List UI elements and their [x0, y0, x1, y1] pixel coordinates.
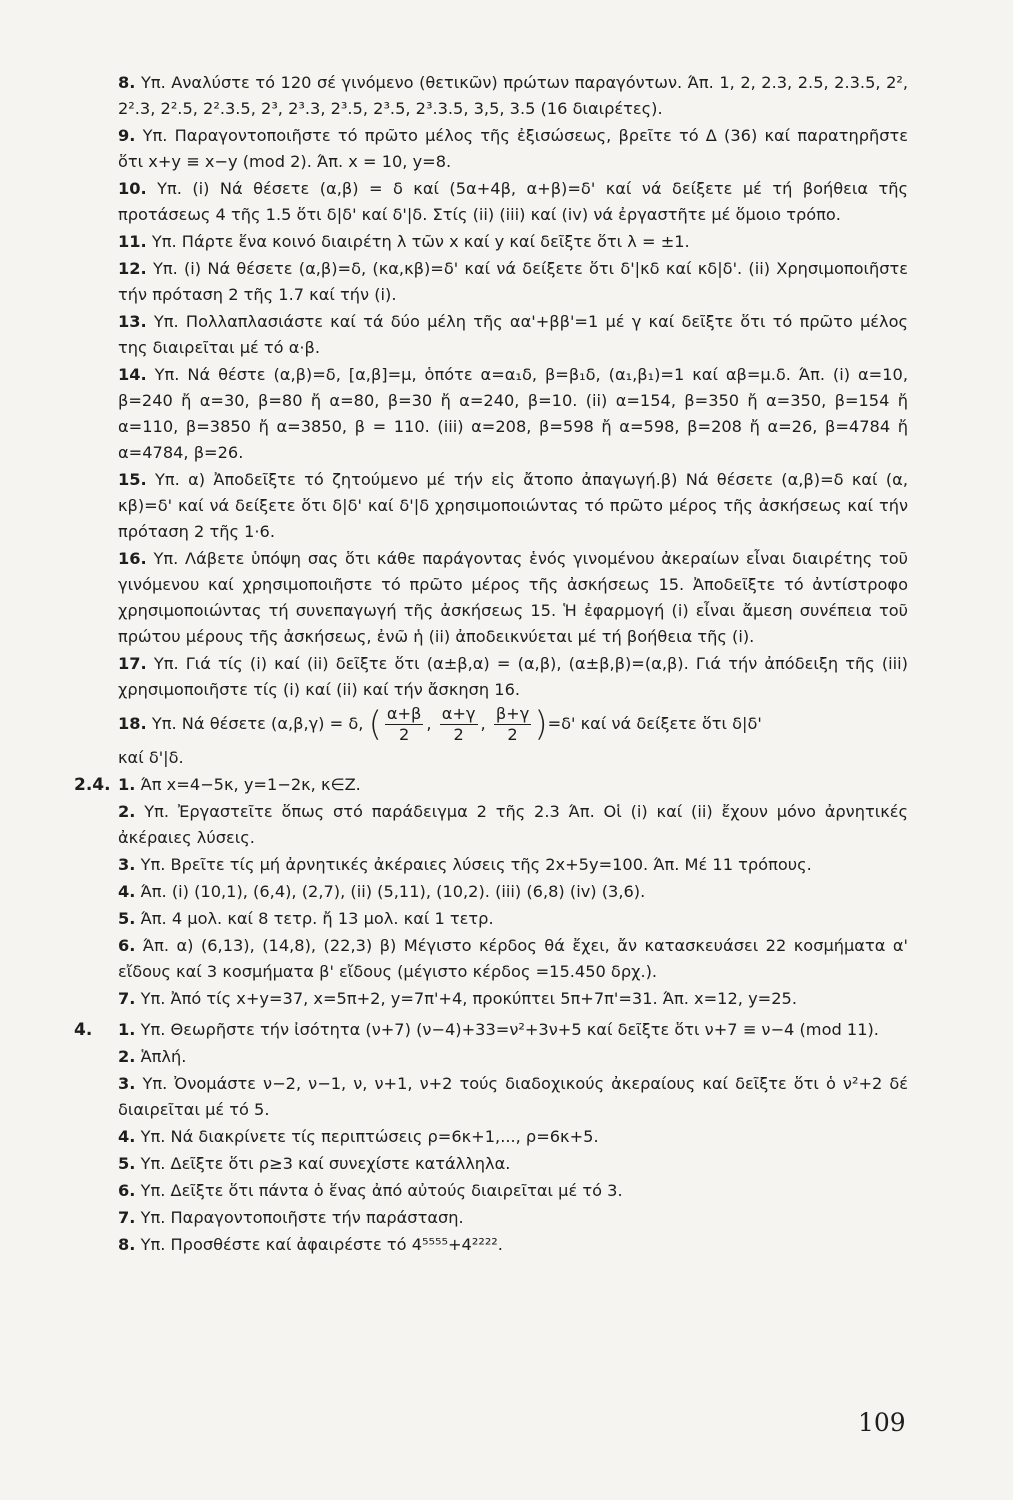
list-item: 2. Ἁπλή. — [118, 1047, 187, 1066]
section-label: 4. — [74, 1020, 93, 1040]
fraction: $\frac{\beta+\gamma}{2}$ — [495, 704, 530, 744]
list-item: 4. Υπ. Νά διακρίνετε τίς περιπτώσεις ρ=6κ+1,..., ρ=6κ+5. — [118, 1127, 599, 1146]
list-item: 15. Υπ. α) Ἀποδεῖξτε τό ζητούμενο μέ τήν εἰς ἄτοπο ἀπαγωγή.β) Νά θέσετε (α,β)=δ καί (α, κβ)=δ' καί νά δείξετε ὅτι δ|δ' καί δ'|δ χρησιμοποιώντας τό πρῶτο μέρος τῆς ἀσκήσεως καί τήν πρόταση 2 τῆς 1·6. — [118, 470, 908, 541]
list-item: 1. Υπ. Θεωρῆστε τήν ἰσότητα (ν+7) (ν−4)+33=ν²+3ν+5 καί δεῖξτε ὅτι ν+7 ≡ ν−4 (mod 11). — [118, 1020, 879, 1039]
close-paren: ) — [534, 704, 548, 745]
fraction: $\frac{\alpha+\gamma}{2}$ — [441, 704, 476, 744]
list-item: 4. Άπ. (i) (10,1), (6,4), (2,7), (ii) (5,11), (10,2). (iii) (6,8) (iv) (3,6). — [118, 882, 646, 901]
open-paren: ( — [368, 704, 382, 745]
list-item: 6. Άπ. α) (6,13), (14,8), (22,3) β) Μέγιστο κέρδος θά ἔχει, ἄν κατασκευάσει 22 κοσμήματα α' εἴδους καί 3 κοσμήματα β' εἴδους (μέγιστο κέρδος =15.450 δρχ.). — [118, 936, 908, 981]
list-item: 7. Υπ. Ἀπό τίς x+y=37, x=5π+2, y=7π'+4, προκύπτει 5π+7π'=31. Άπ. x=12, y=25. — [118, 989, 797, 1008]
list-item: 7. Υπ. Παραγοντοποιῆστε τήν παράσταση. — [118, 1208, 464, 1227]
list-item: 8. Υπ. Προσθέστε καί ἀφαιρέστε τό 4⁵⁵⁵⁵+4²²²². — [118, 1235, 503, 1254]
list-item: 6. Υπ. Δεῖξτε ὅτι πάντα ὁ ἕνας ἀπό αὐτούς διαιρεῖται μέ τό 3. — [118, 1181, 623, 1200]
list-item: 10. Υπ. (i) Νά θέσετε (α,β) = δ καί (5α+4β, α+β)=δ' καί νά δείξετε μέ τή βοήθεια τῆς προτάσεως 4 τῆς 1.5 ὅτι δ|δ' καί δ'|δ. Στίς (ii) (iii) καί (iv) νά ἐργαστῆτε μέ ὅμοιο τρόπο. — [118, 179, 909, 224]
answers-text — [74, 70, 909, 1259]
list-item: 17. Υπ. Γιά τίς (i) καί (ii) δεῖξτε ὅτι (α±β,α) = (α,β), (α±β,β)=(α,β). Γιά τήν ἀπόδειξη τῆς (iii) χρησιμοποιῆστε τίς (i) καί (ii) καί τήν ἄσκηση 16. — [118, 654, 908, 699]
section-label: 2.4. — [74, 775, 111, 795]
page-number: 109 — [858, 1408, 906, 1437]
list-item: 9. Υπ. Παραγοντοποιῆστε τό πρῶτο μέλος τῆς ἐξισώσεως, βρεῖτε τό Δ (36) καί παρατηρῆστε ὅτι x+y ≡ x−y (mod 2). Άπ. x = 10, y=8. — [118, 126, 908, 171]
section-4 — [74, 1017, 909, 1258]
list-item: 3. Υπ. Βρεῖτε τίς μή ἀρνητικές ἀκέραιες λύσεις τῆς 2x+5y=100. Άπ. Μέ 11 τρόπους. — [118, 855, 812, 874]
list-item: 11. Υπ. Πάρτε ἕνα κοινό διαιρέτη λ τῶν x καί y καί δεῖξτε ὅτι λ = ±1. — [118, 232, 690, 251]
fraction: $\frac{\alpha+\beta}{2}$ — [386, 704, 422, 744]
list-item: 16. Υπ. Λάβετε ὑπόψη σας ὅτι κάθε παράγοντας ἑνός γινομένου ἀκεραίων εἶναι διαιρέτης τοῦ γινόμενου καί χρησιμοποιῆστε τό πρῶτο μέρος τῆς ἀσκήσεως 15. Ἀποδεῖξτε τό ἀντίστροφο χρησιμοποιώντας τή συνεπαγωγή τῆς ἀσκήσεως 15. Ἡ ἐφαρμογή (i) εἶναι ἄμεση συνέπεια τοῦ πρώτου μέρους τῆς ἀσκήσεως, ἐνῶ ἡ (ii) ἀποδεικνύεται μέ τή βοήθεια τῆς (i). — [118, 549, 909, 646]
list-item: 2. Υπ. Ἐργαστεῖτε ὅπως στό παράδειγμα 2 τῆς 2.3 Άπ. Οἱ (i) καί (ii) ἔχουν μόνο ἀρνητικές ἀκέραιες λύσεις. — [118, 802, 908, 847]
list-item: 1. Άπ x=4−5κ, y=1−2κ, κ∈Z. — [118, 775, 361, 794]
list-item: 13. Υπ. Πολλαπλασιάστε καί τά δύο μέλη τῆς αα'+ββ'=1 μέ γ καί δεῖξτε ὅτι τό πρῶτο μέλος της διαιρεῖται μέ τό α·β. — [118, 312, 908, 357]
list-item: 5. Υπ. Δεῖξτε ὅτι ρ≥3 καί συνεχίστε κατάλληλα. — [118, 1154, 511, 1173]
list-item: 8. Υπ. Αναλύστε τό 120 σέ γινόμενο (θετικῶν) πρώτων παραγόντων. Άπ. 1, 2, 2.3, 2.5, 2.3.5, 2², 2².3, 2².5, 2².3.5, 2³, 2³.3, 2³.5, 2³.5, 2³.3.5, 3,5, 3.5 (16 διαιρέτες). — [118, 73, 908, 118]
list-item: 5. Άπ. 4 μολ. καί 8 τετρ. ἤ 13 μολ. καί 1 τετρ. — [118, 909, 494, 928]
list-item-18: 18. Υπ. Νά θέσετε (α,β,γ) = δ, ( $\frac{\alpha+\beta}{2}$ , $\frac{\alpha+\gamma}{2}$ , $\frac{\beta+\gamma}{2}$ )=δ' καί νά δείξετε ὅτι δ|δ' καί δ'|δ. — [118, 704, 762, 767]
list-item: 12. Υπ. (i) Νά θέσετε (α,β)=δ, (κα,κβ)=δ' καί νά δείξετε ὅτι δ'|κδ καί κδ|δ'. (ii) Χρησιμοποιῆστε τήν πρόταση 2 τῆς 1.7 καί τήν (i). — [118, 259, 908, 304]
section-2-4 — [74, 772, 908, 1012]
list-item: 14. Υπ. Νά θέστε (α,β)=δ, [α,β]=μ, ὁπότε α=α₁δ, β=β₁δ, (α₁,β₁)=1 καί αβ=μ.δ. Άπ. (i) α=10, β=240 ἤ α=30, β=80 ἤ α=80, β=30 ἤ α=240, β=10. (ii) α=154, β=350 ἤ α=350, β=154 ἤ α=110, β=3850 ἤ α=3850, β = 110. (iii) α=208, β=598 ἤ α=598, β=208 ἤ α=26, β=4784 ἤ α=4784, β=26. — [118, 365, 908, 462]
list-item: 3. Υπ. Ὀνομάστε ν−2, ν−1, ν, ν+1, ν+2 τούς διαδοχικούς ἀκεραίους καί δεῖξτε ὅτι ὁ ν²+2 δέ διαιρεῖται μέ τό 5. — [118, 1074, 909, 1119]
